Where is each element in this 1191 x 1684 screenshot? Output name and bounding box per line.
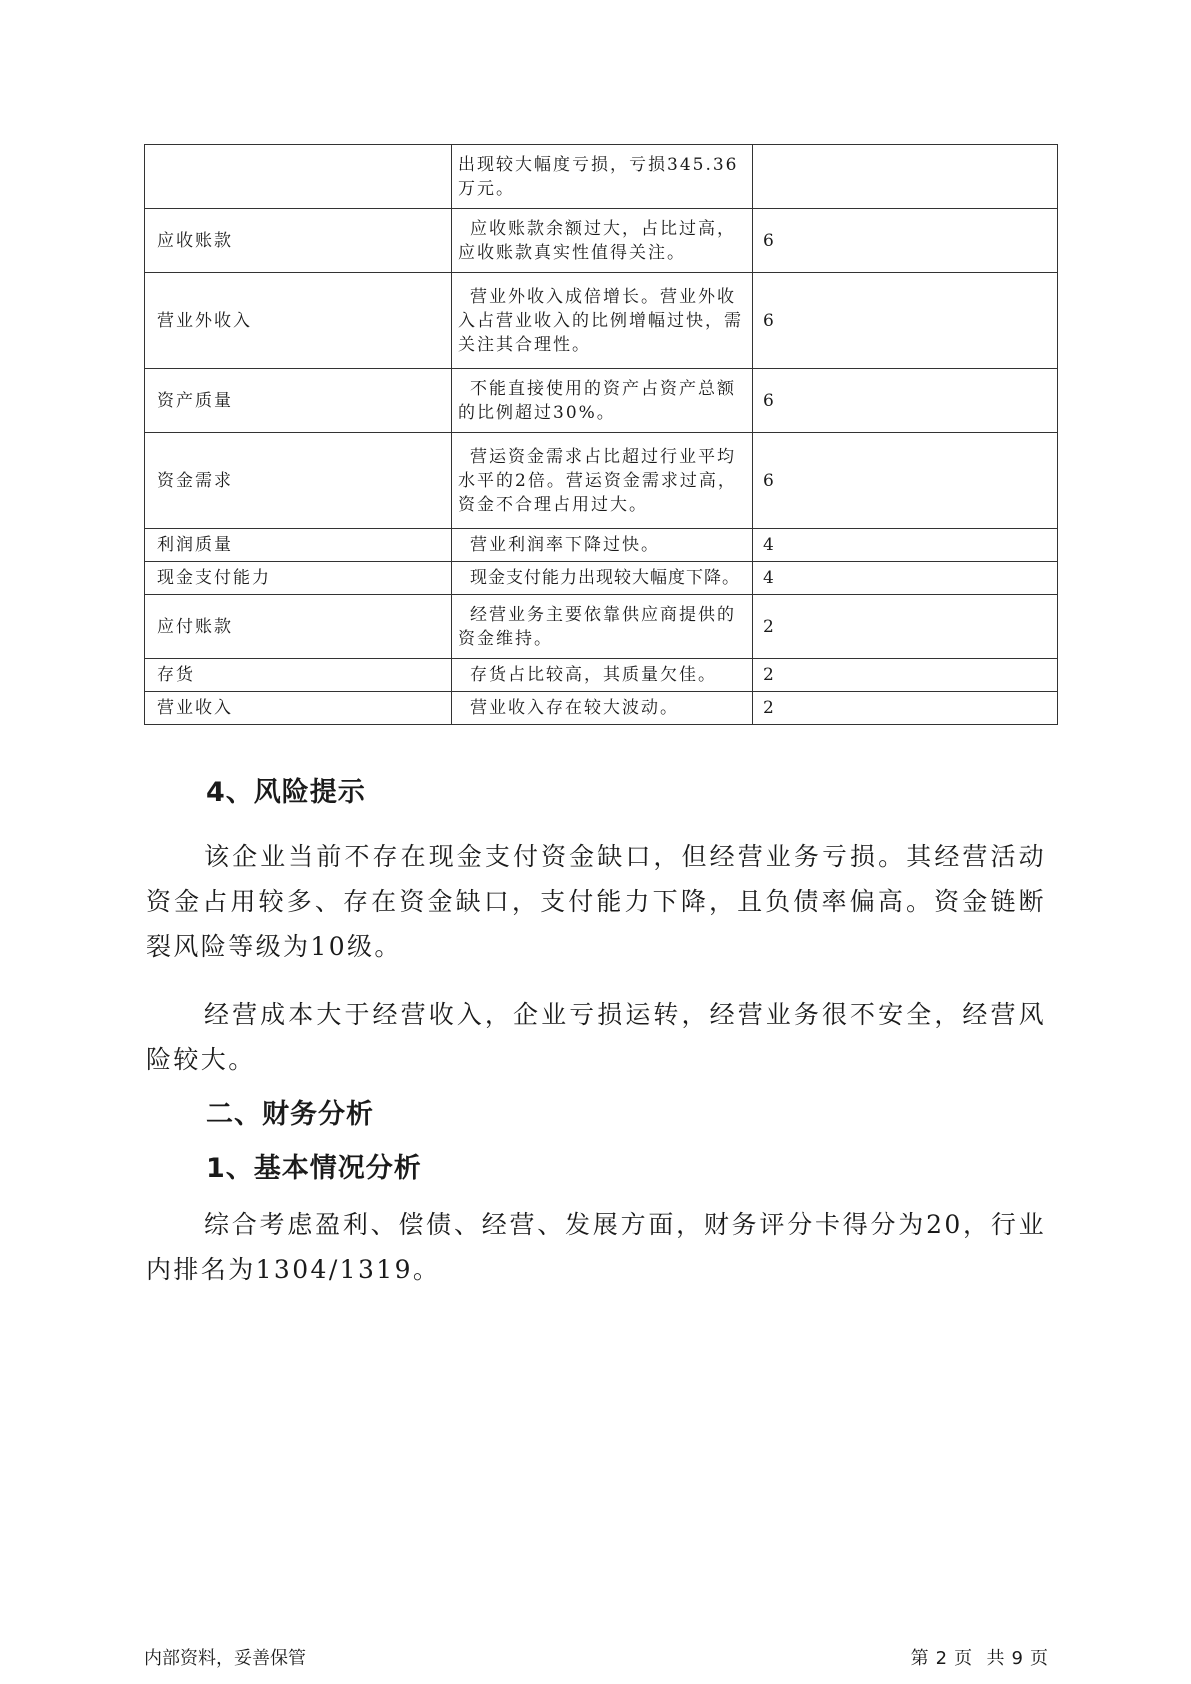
table-row — [145, 529, 1058, 562]
table-cell-item: 营业外收入 — [145, 273, 452, 369]
table-cell-score — [753, 145, 1058, 209]
table-cell-score: 6 — [753, 273, 1058, 369]
section-heading-finance: 二、财务分析 — [206, 1099, 374, 1130]
table-cell-desc: 经营业务主要依靠供应商提供的资金维持。 — [452, 595, 753, 659]
table-cell-item: 利润质量 — [145, 529, 452, 562]
page-current: 2 — [935, 1648, 949, 1669]
table-row — [145, 562, 1058, 595]
table-cell-score: 6 — [753, 369, 1058, 433]
paragraph-risk-1: 该企业当前不存在现金支付资金缺口，但经营业务亏损。其经营活动资金占用较多、存在资金缺口，支付能力下降，且负债率偏高。资金链断裂风险等级为10级。 — [146, 842, 1046, 961]
table-cell-item: 应收账款 — [145, 209, 452, 273]
table-cell-desc: 营运资金需求占比超过行业平均水平的2倍。营运资金需求过高，资金不合理占用过大。 — [452, 433, 753, 529]
table-cell-item: 应付账款 — [145, 595, 452, 659]
table-cell-item: 资产质量 — [145, 369, 452, 433]
table-cell-item: 资金需求 — [145, 433, 452, 529]
footer-confidential-note: 内部资料，妥善保管 — [144, 1648, 306, 1669]
table-row — [145, 433, 1058, 529]
table-cell-item: 现金支付能力 — [145, 562, 452, 595]
table-row — [145, 273, 1058, 369]
table-cell-desc: 营业收入存在较大波动。 — [452, 692, 753, 725]
table-cell-desc: 营业利润率下降过快。 — [452, 529, 753, 562]
table-row — [145, 692, 1058, 725]
table-cell-score: 2 — [753, 595, 1058, 659]
table-cell-desc: 存货占比较高，其质量欠佳。 — [452, 659, 753, 692]
table-row — [145, 595, 1058, 659]
page-total: 9 — [1011, 1648, 1024, 1669]
table-row — [145, 145, 1058, 209]
table-cell-item — [145, 145, 452, 209]
table-cell-desc: 应收账款余额过大，占比过高，应收账款真实性值得关注。 — [452, 209, 753, 273]
table-row — [145, 369, 1058, 433]
table-cell-desc: 现金支付能力出现较大幅度下降。 — [452, 562, 753, 595]
table-row — [145, 209, 1058, 273]
table-cell-score: 4 — [753, 529, 1058, 562]
footer-page-number — [908, 1644, 1052, 1670]
table-cell-desc: 出现较大幅度亏损，亏损345.36万元。 — [452, 145, 753, 209]
page-suffix: 页 — [1030, 1648, 1049, 1669]
risk-table-body — [145, 145, 1058, 725]
table-cell-score: 2 — [753, 659, 1058, 692]
table-cell-desc: 营业外收入成倍增长。营业外收入占营业收入的比例增幅过快，需关注其合理性。 — [452, 273, 753, 369]
table-cell-score: 4 — [753, 562, 1058, 595]
table-cell-item: 存货 — [145, 659, 452, 692]
subsection-heading-basic: 1、基本情况分析 — [206, 1153, 422, 1184]
table-cell-desc: 不能直接使用的资产占资产总额的比例超过30%。 — [452, 369, 753, 433]
table-cell-score: 6 — [753, 209, 1058, 273]
table-cell-score: 2 — [753, 692, 1058, 725]
paragraph-risk-2: 经营成本大于经营收入，企业亏损运转，经营业务很不安全，经营风险较大。 — [146, 1000, 1046, 1074]
section-heading-risk: 4、风险提示 — [206, 777, 366, 808]
table-row — [145, 659, 1058, 692]
page-mid: 页 共 — [954, 1648, 1006, 1669]
table-cell-item: 营业收入 — [145, 692, 452, 725]
paragraph-finance: 综合考虑盈利、偿债、经营、发展方面，财务评分卡得分为20，行业内排名为1304/1319。 — [146, 1210, 1046, 1284]
page-prefix: 第 — [910, 1648, 930, 1669]
risk-factor-table — [144, 144, 1058, 725]
table-cell-score: 6 — [753, 433, 1058, 529]
